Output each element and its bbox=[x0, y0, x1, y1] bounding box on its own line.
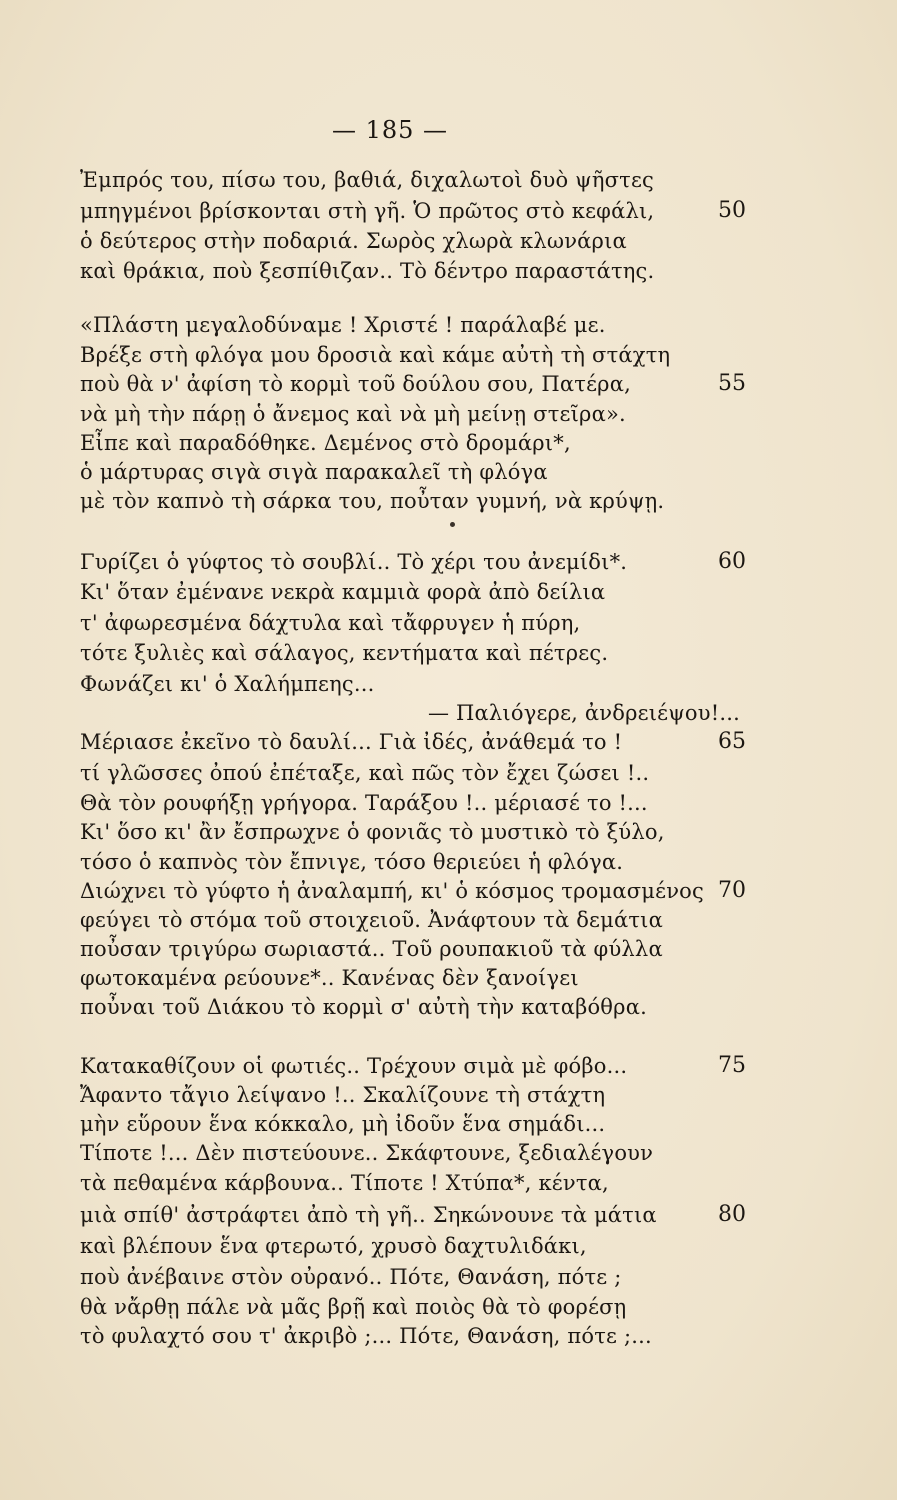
verse-line: θὰ νἄρθῃ πάλε νὰ μᾶς βρῇ καὶ ποιὸς θὰ τὸ φορέσῃ bbox=[80, 1295, 627, 1319]
verse-line: Θὰ τὸν ρουφήξῃ γρήγορα. Ταράξου !.. μέριασέ το !... bbox=[80, 791, 648, 815]
verse-line: Μέριασε ἐκεῖνο τὸ δαυλί... Γιὰ ἰδές, ἀνάθεμά το ! bbox=[80, 730, 623, 754]
verse-line: φωτοκαμένα ρεύουνε*.. Κανένας δὲν ξανοίγει bbox=[80, 966, 579, 990]
verse-line: τόσο ὁ καπνὸς τὸν ἔπνιγε, τόσο θεριεύει ἡ φλόγα. bbox=[80, 850, 624, 874]
line-number: 55 bbox=[718, 371, 746, 396]
verse-line: Τίποτε !... Δὲν πιστεύουνε.. Σκάφτουνε, ξεδιαλέγουν bbox=[80, 1141, 654, 1165]
verse-line: τί γλῶσσες ὀπού ἐπέταξε, καὶ πῶς τὸν ἔχει ζώσει !.. bbox=[80, 761, 650, 785]
verse-line: νὰ μὴ τὴν πάρῃ ὁ ἄνεμος καὶ νὰ μὴ μείνῃ στεῖρα». bbox=[80, 402, 626, 426]
verse-line: Ἐμπρός του, πίσω του, βαθιά, διχαλωτοὶ δυὸ ψῆστες bbox=[80, 168, 655, 192]
line-number: 60 bbox=[718, 549, 746, 574]
verse-line: φεύγει τὸ στόμα τοῦ στοιχειοῦ. Ἀνάφτουν τὰ δεμάτια bbox=[80, 908, 663, 932]
verse-line-dialogue: — Παλιόγερε, ἀνδρειέψου!... bbox=[427, 701, 740, 725]
verse-line: μιὰ σπίθ' ἀστράφτει ἀπὸ τὴ γῆ.. Σηκώνουνε τὰ μάτια bbox=[80, 1203, 657, 1227]
verse-line: ποὖσαν τριγύρω σωριαστά.. Τοῦ ρουπακιοῦ τὰ φύλλα bbox=[80, 937, 663, 961]
verse-line: μὴν εὕρουν ἕνα κόκκαλο, μὴ ἰδοῦν ἕνα σημάδι... bbox=[80, 1112, 606, 1136]
verse-line: ποὺ θὰ ν' ἀφίση τὸ κορμὶ τοῦ δούλου σου, Πατέρα, bbox=[80, 372, 631, 396]
line-number: 80 bbox=[718, 1202, 746, 1227]
verse-line: μὲ τὸν καπνὸ τὴ σάρκα του, ποὖταν γυμνή, νὰ κρύψῃ. bbox=[80, 489, 665, 513]
line-number: 75 bbox=[718, 1053, 746, 1078]
verse-line: τὰ πεθαμένα κάρβουνα.. Τίποτε ! Χτύπα*, κέντα, bbox=[80, 1171, 609, 1195]
verse-line: καὶ βλέπουν ἕνα φτερωτό, χρυσὸ δαχτυλιδάκι, bbox=[80, 1234, 587, 1258]
verse-line: ποὖναι τοῦ Διάκου τὸ κορμὶ σ' αὐτὴ τὴν καταβόθρα. bbox=[80, 995, 647, 1019]
verse-line: Διώχνει τὸ γύφτο ἡ ἀναλαμπή, κι' ὁ κόσμος τρομασμένος bbox=[80, 879, 704, 903]
verse-line: Κι' ὅταν ἐμένανε νεκρὰ καμμιὰ φορὰ ἀπὸ δείλια bbox=[80, 580, 606, 604]
verse-line: Γυρίζει ὁ γύφτος τὸ σουβλί.. Τὸ χέρι του ἀνεμίδι*. bbox=[80, 550, 628, 574]
verse-line: ὁ δεύτερος στὴν ποδαριά. Σωρὸς χλωρὰ κλωνάρια bbox=[80, 229, 627, 253]
section-dot bbox=[450, 522, 455, 527]
verse-line: ποὺ ἀνέβαινε στὸν οὐρανό.. Πότε, Θανάση, πότε ; bbox=[80, 1265, 622, 1289]
verse-line: τ' ἀφωρεσμένα δάχτυλα καὶ τἄφρυγεν ἡ πύρη, bbox=[80, 611, 581, 635]
verse-line: τότε ξυλιὲς καὶ σάλαγος, κεντήματα καὶ πέτρες. bbox=[80, 641, 609, 665]
verse-line: Φωνάζει κι' ὁ Χαλήμπεης... bbox=[80, 672, 375, 696]
line-number: 65 bbox=[718, 729, 746, 754]
verse-line: Κατακαθίζουν οἱ φωτιές.. Τρέχουν σιμὰ μὲ φόβο... bbox=[80, 1054, 628, 1078]
verse-line: μπηγμένοι βρίσκονται στὴ γῆ. Ὁ πρῶτος στὸ κεφάλι, bbox=[80, 199, 655, 223]
line-number: 50 bbox=[718, 198, 746, 223]
page-number: — 185 — bbox=[331, 116, 449, 144]
verse-line: Βρέξε στὴ φλόγα μου δροσιὰ καὶ κάμε αὐτὴ τὴ στάχτη bbox=[80, 343, 671, 367]
verse-line: Ἄφαντο τἄγιο λείψανο !.. Σκαλίζουνε τὴ στάχτη bbox=[80, 1083, 606, 1107]
verse-line: Εἶπε καὶ παραδόθηκε. Δεμένος στὸ δρομάρι*, bbox=[80, 431, 571, 455]
line-number: 70 bbox=[718, 878, 746, 903]
verse-line: Κι' ὅσο κι' ἂν ἔσπρωχνε ὁ φονιᾶς τὸ μυστικὸ τὸ ξύλο, bbox=[80, 820, 665, 844]
verse-line: ὁ μάρτυρας σιγὰ σιγὰ παρακαλεῖ τὴ φλόγα bbox=[80, 460, 548, 484]
verse-line: «Πλάστη μεγαλοδύναμε ! Χριστέ ! παράλαβέ με. bbox=[80, 313, 606, 337]
verse-line: καὶ θράκια, ποὺ ξεσπίθιζαν.. Τὸ δέντρο παραστάτης. bbox=[80, 259, 655, 283]
verse-line: τὸ φυλαχτό σου τ' ἀκριβὸ ;... Πότε, Θανάση, πότε ;... bbox=[80, 1324, 652, 1348]
